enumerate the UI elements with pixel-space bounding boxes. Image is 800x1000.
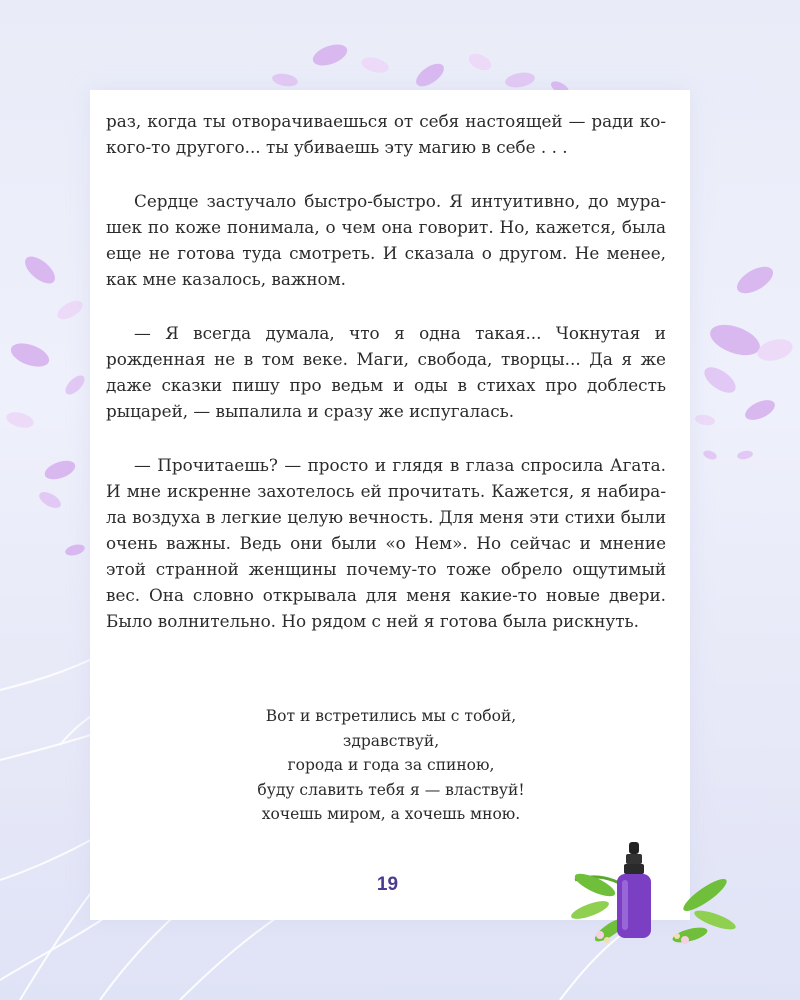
paragraph: Сердце застучало быстро-быстро. Я интуитивно, до мура- шек по коже понимала, о чем она говорит. Но, кажется, была еще не готова туда смотреть. И сказала о другом. Не менее, как мне казалось, важном. [106,191,666,289]
essential-oil-bottle-icon [565,840,745,950]
paragraph: раз, когда ты отворачиваешься от себя настоящей — ради ко- кого-то другого... ты убиваешь эту магию в себе . . . [106,111,666,157]
poem-line: хочешь миром, а хочешь мною. [261,805,521,823]
page-number: 19 [376,874,399,895]
body-text [106,108,666,662]
paragraph: — Прочитаешь? — просто и глядя в глаза спросила Агата. И мне искренне захотелось ей прочитать. Кажется, я набира- ла воздуха в легкие целую вечность. Для меня эти стихи были очень важны. Ведь они были «о Нем». Но сейчас и мнение этой странной женщины почему-то тоже обрело ощутимый вес. Она словно открывала для меня какие-то новые двери. Было волнительно. Но рядом с ней я готова была рискнуть. [106,455,666,631]
poem-line: буду славить тебя я — властвуй! [257,780,525,799]
poem [106,704,676,827]
paragraph: — Я всегда думала, что я одна такая... Чокнутая и рожденная не в том веке. Маги, свобода, творцы... Да я же даже сказки пишу про ведьм и оды в стихах про доблесть рыцарей, — выпалила и сразу же испугалась. [106,323,666,421]
poem-line: города и года за спиною, [287,756,495,774]
poem-line: здравствуй, [342,731,440,750]
poem-line: Вот и встретились мы с тобой, [265,707,517,725]
